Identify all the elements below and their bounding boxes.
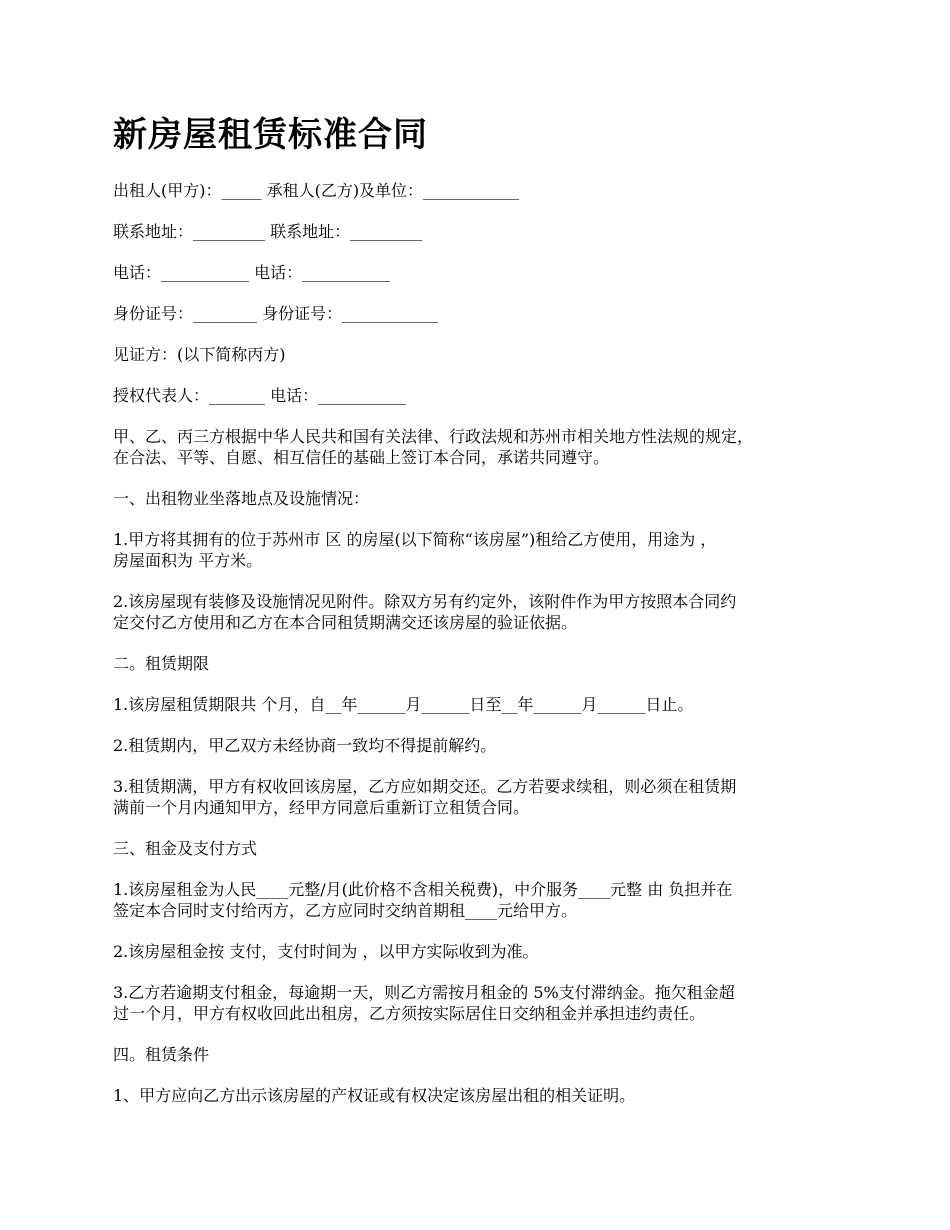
document-page	[113, 112, 853, 1126]
paragraph-id-number: 身份证号：________ 身份证号：____________	[113, 304, 439, 323]
clause-property-2: 2.该房屋现有装修及设施情况见附件。除双方另有约定外，该附件作为甲方按照本合同约 定交付乙方使用和乙方在本合同租赁期满交还该房屋的验证依据。	[113, 592, 737, 632]
section-heading-conditions: 四。租赁条件	[113, 1045, 210, 1064]
clause-term-2: 2.租赁期内，甲乙双方未经协商一致均不得提前解约。	[113, 736, 497, 755]
paragraph-lessor-lessee: 出租人(甲方)：_____ 承租人(乙方)及单位：____________	[113, 181, 520, 200]
clause-term-3: 3.租赁期满，甲方有权收回该房屋，乙方应如期交还。乙方若要求续租，则必须在租赁期 满前一个月内通知甲方，经甲方同意后重新订立租赁合同。	[113, 777, 737, 817]
paragraph-contact-address: 联系地址：_________ 联系地址：_________	[113, 222, 423, 241]
section-heading-rent: 三、租金及支付方式	[113, 839, 258, 858]
clause-rent-3: 3.乙方若逾期支付租金，每逾期一天，则乙方需按月租金的 5%支付滞纳金。拖欠租金超 过一个月，甲方有权收回此出租房，乙方须按实际居住日交纳租金并承担违约责任。	[113, 983, 735, 1023]
section-heading-term: 二。租赁期限	[113, 654, 210, 673]
paragraph-phone: 电话：___________ 电话：___________	[113, 263, 391, 282]
section-heading-property: 一、出租物业坐落地点及设施情况：	[113, 489, 370, 508]
clause-conditions-1: 1、甲方应向乙方出示该房屋的产权证或有权决定该房屋出租的相关证明。	[113, 1086, 636, 1105]
clause-term-1: 1.该房屋租赁期限共 个月，自__年______月______日至__年______月______日止。	[113, 695, 694, 714]
clause-rent-2: 2.该房屋租金按 支付，支付时间为 ，以甲方实际收到为准。	[113, 942, 539, 961]
document-title: 新房屋租赁标准合同	[113, 115, 428, 155]
paragraph-authorized-rep: 授权代表人：_______ 电话：___________	[113, 386, 407, 405]
paragraph-preamble: 甲、乙、丙三方根据中华人民共和国有关法律、行政法规和苏州市相关地方性法规的规定， 在合法、平等、自愿、相互信任的基础上签订本合同，承诺共同遵守。	[113, 427, 754, 467]
clause-property-1: 1.甲方将其拥有的位于苏州市 区 的房屋(以下简称“该房屋”)租给乙方使用，用途为 ， 房屋面积为 平方米。	[113, 530, 717, 570]
clause-rent-1: 1.该房屋租金为人民____元整/月(此价格不含相关税费)，中介服务____元整 由 负担并在 签定本合同时支付给丙方，乙方应同时交纳首期租____元给甲方。	[113, 880, 733, 920]
paragraph-witness: 见证方：(以下简称丙方)	[113, 345, 286, 364]
